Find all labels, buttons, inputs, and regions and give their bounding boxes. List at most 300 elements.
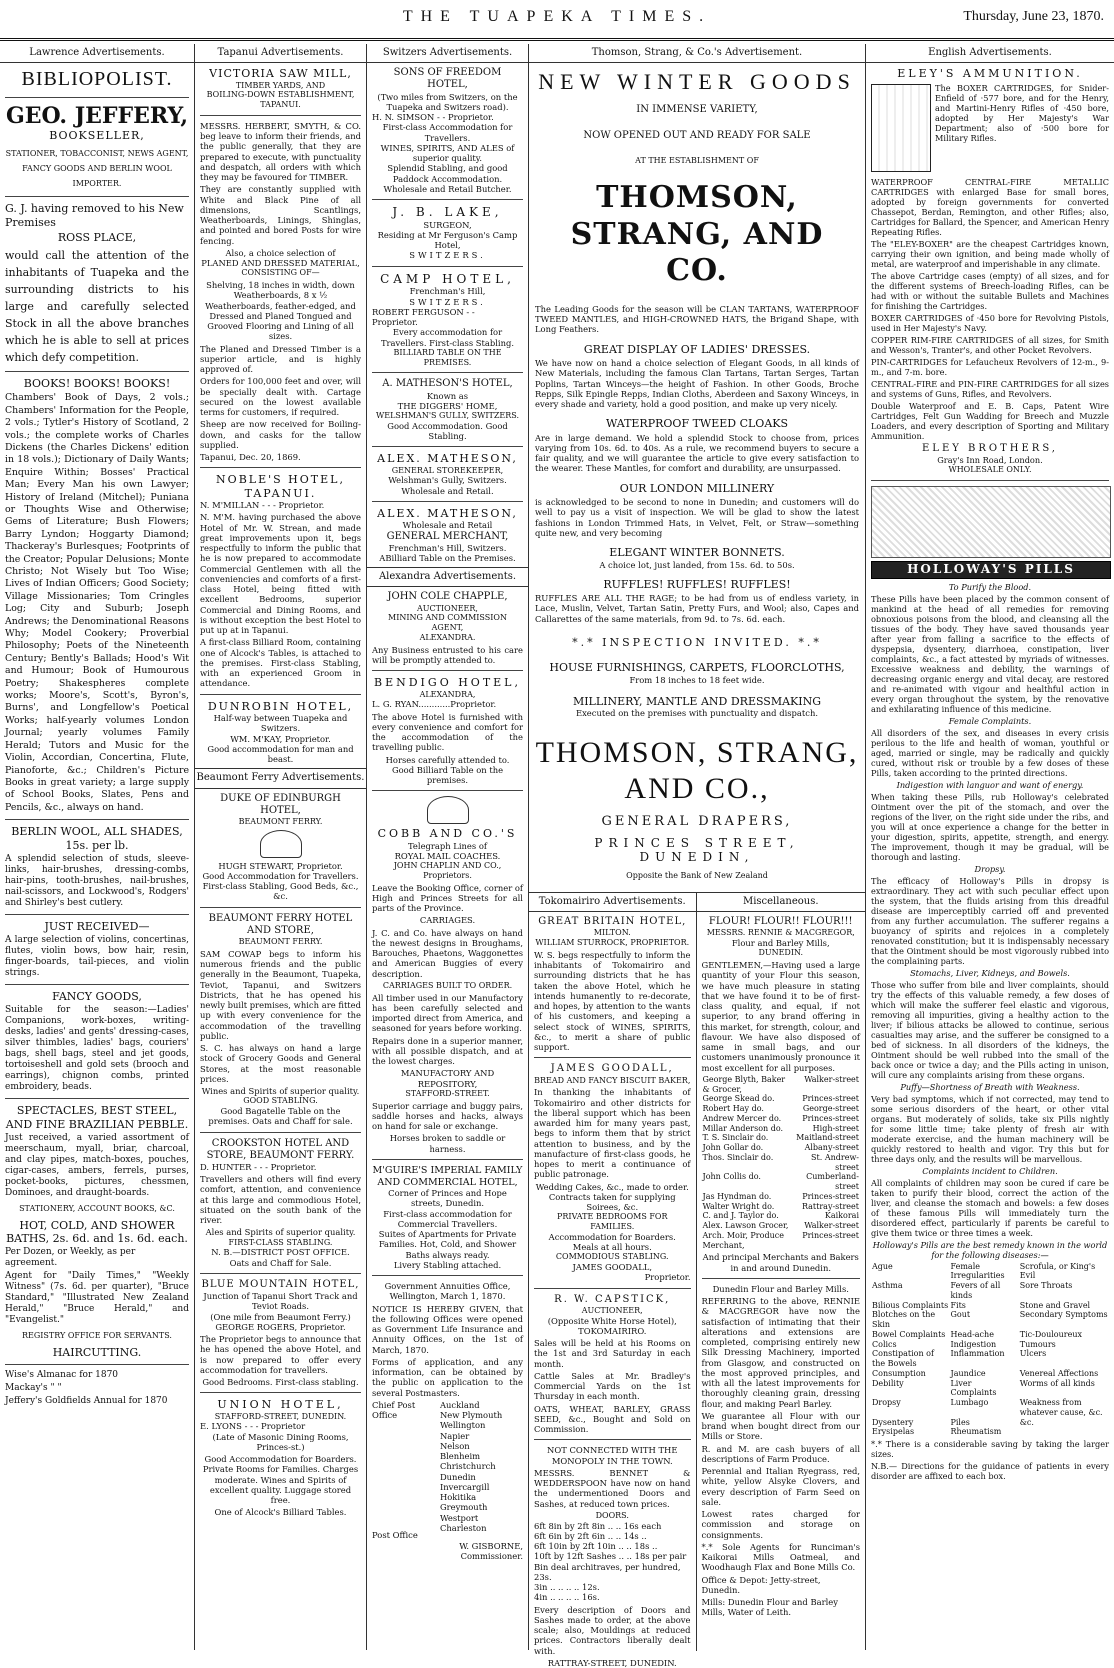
grocer-name: Millar Anderson do. xyxy=(702,1123,784,1133)
cole-title: JOHN COLE CHAPPLE, xyxy=(387,591,508,603)
ruffles-body: RUFFLES ARE ALL THE RAGE; to be had from us of endless variety, in Lace, Muslin, Velvet, Tartan Satin, Pretty Furs, and Wool; also, Capes and Callarettes of the same materials, from 9d. to 7s. 6d. each. xyxy=(535,593,859,624)
haircutting-line: HAIRCUTTING. xyxy=(52,1345,142,1359)
camp-sub: Frenchman's Hill, xyxy=(409,286,486,297)
goodall-wedding: Wedding Cakes, &c., made to order. xyxy=(535,1181,689,1192)
buyers-body: R. and M. are cash buyers of all descriptions of Farm Produce. xyxy=(701,1443,860,1464)
eley-pin: PIN-CARTRIDGES for Lefaucheux Revolvers of 12-m., 9-m., and 7-m. bore. xyxy=(871,356,1109,377)
disease-row xyxy=(871,1349,1109,1369)
disease: Erysipelas xyxy=(872,1427,915,1437)
bf-title: BEAUMONT FERRY HOTEL AND STORE, xyxy=(208,912,353,936)
indigestion-body: When taking these Pills, rub Holloway's celebrated Ointment over the pit of the stomach, and over the regions of the liver, on the right side under the ribs, and you will at once experience a change for the better in your digestion, spirits, appetite, strength, and energy. The improvement, though it may be gradual, will be thorough and lasting. xyxy=(871,791,1109,862)
diseases-table xyxy=(871,1262,1109,1438)
capstick-toko: TOKOMAIRIRO. xyxy=(578,1325,647,1336)
great-display-body: We have now on hand a choice selection of Elegant Goods, in all kinds of New Materials, including the famous Clan Tartans, Tartan Serges, Tartan Poplins, Tartan Winceys—the height of Fashion. In other Goods, Broche Repps, Silk Epingle Repps, Indian Cloths, Aberdeen and Saxony Winceys, in every shade and variety, hold a good position, and make up very nicely. xyxy=(535,358,859,410)
goodall-body: In thanking the inhabitants of Tokomairiro and other districts for the liberal support which has been awarded him for many years past, begs to inform them that by strict attention to business, and by the manufacture of first-class goods, he hopes to merit a continuance of public patronage. xyxy=(534,1087,691,1180)
office-town: Nelson xyxy=(439,1440,470,1451)
eley-empty: The above Cartridge cases (empty) of all sizes, and for the different systems of Breech-loading Rifles, can be had with or without the suitable Bullets and Machines for finishing the Cartridges. xyxy=(871,270,1109,311)
camp-title: CAMP HOTEL, xyxy=(380,271,515,286)
alex2-gm: GENERAL MERCHANT, xyxy=(386,530,509,542)
dateline: Tapanui, Dec. 20, 1869. xyxy=(200,452,301,463)
ad-title: BIBLIOPOLIST. xyxy=(21,68,173,91)
children-heading: Complaints incident to Children. xyxy=(922,1165,1058,1176)
boiling-line: BOILING-DOWN ESTABLISHMENT, TAPANUI. xyxy=(206,90,355,110)
princes-street: PRINCES STREET, DUNEDIN, xyxy=(594,835,800,865)
disease: Tumours xyxy=(1019,1339,1056,1349)
disease: Bowel Complaints xyxy=(872,1329,946,1339)
disease-row xyxy=(871,1398,1109,1418)
grocer-row xyxy=(702,1221,861,1231)
planed-heading: PLANED AND DRESSED MATERIAL, xyxy=(201,258,360,269)
union-sub: STAFFORD-STREET, DUNEDIN. xyxy=(214,1411,347,1421)
grocer-name: Robert Hay do. xyxy=(702,1104,764,1114)
goodall-meals: Meals at all hours. xyxy=(572,1242,652,1253)
puffy-heading: Puffy—Shortness of Breath with Weakness. xyxy=(900,1081,1080,1092)
sons-proprietor: H. N. SIMSON - - Proprietor. xyxy=(372,112,494,123)
cole-role: AUCTIONEER, xyxy=(417,603,478,613)
commissioner-title: Commissioner. xyxy=(460,1550,523,1561)
duke-stabling: First-class Stabling, Good Beds, &c., &c. xyxy=(202,881,359,902)
grocer-street: Walker-street xyxy=(804,1074,859,1084)
dunrobin-sub: Half-way between Tuapeka and Switzers. xyxy=(213,713,348,734)
grocer-street: Maitland-street xyxy=(796,1133,859,1143)
almanac-line-2: Mackay's " " xyxy=(5,1383,62,1394)
doors-row: 6ft 6in by 2ft 6in .. .. 14s .. xyxy=(534,1530,647,1541)
bendigo-horses: Horses carefully attended to. xyxy=(385,754,510,765)
blue-proprietor: GEORGE ROGERS, Proprietor. xyxy=(215,1321,346,1332)
mguire-title: M'GUIRE'S IMPERIAL FAMILY AND COMMERCIAL HOTEL, xyxy=(372,1164,523,1188)
just-body: A large selection of violins, concertinas, flutes, violin bows, bow hair, resin, finger-boards, tail-pieces, and violin strings. xyxy=(5,935,189,979)
dunrobin-body: Good accommodation for man and beast. xyxy=(207,743,354,765)
pills-body: These Pills have been placed by the common consent of mankind at the head of all remedies for removing obnoxious poisons from the blood, and cleansing all the tissues of the body. They have saved thousands year after year from falling a sacrifice to the effects of dyspepsia, dysentery, diarrhoea, constipation, liver complaints, &c., a fact attested by myriads of witnesses. Excessive weakness and debility, the warnings of decreasing organic energy and vital decay, are restored and re-animated with vigour and healthful action in every organ throughout the system, by the renovative and exhilarating influence of this medicine. xyxy=(871,593,1109,714)
disease: Blotches on the Skin xyxy=(872,1310,936,1330)
grocer-row xyxy=(702,1143,861,1153)
disease-row xyxy=(871,1281,1109,1301)
almanac-line-3: Jeffery's Goldfields Annual for 1870 xyxy=(5,1396,168,1407)
grocer-name: George Skead do. xyxy=(702,1094,775,1104)
doors-row: Bin deal architraves, per hundred, 23s. xyxy=(534,1561,681,1582)
crookston-oats: Oats and Chaff for Sale. xyxy=(229,1257,332,1268)
holloway-engraving-image xyxy=(871,486,1111,558)
lake-role: SURGEON, xyxy=(423,219,472,230)
disease: Liver Complaints xyxy=(950,1378,997,1398)
eley-address: Gray's Inn Road, London. xyxy=(937,454,1043,465)
carriages-body: J. C. and Co. have always on hand the newest designs in Broughams, Barouches, Phaetons, Waggonettes and American Buggies of every description. xyxy=(372,927,523,979)
crookston-proprietor: D. HUNTER - - - Proprietor. xyxy=(200,1161,317,1172)
cartridge-box-image xyxy=(871,81,931,175)
blue-sub-2: (One mile from Beaumont Ferry.) xyxy=(210,1311,351,1322)
lower-split xyxy=(529,892,865,1668)
house-furnishings: HOUSE FURNISHINGS, CARPETS, FLOORCLOTHS, xyxy=(549,661,845,675)
disease: Gout xyxy=(950,1310,971,1320)
tsc-title-2: THOMSON, STRANG, AND CO., xyxy=(535,735,859,806)
section-header: Tapanui Advertisements. xyxy=(195,44,366,63)
blue-title: BLUE MOUNTAIN HOTEL, xyxy=(201,1278,360,1290)
nb-note: N.B.— Directions for the guidance of patients in every disorder are affixed to each box. xyxy=(871,1461,1109,1482)
disease-row xyxy=(871,1379,1109,1399)
goodall-stabling: COMMODIOUS STABLING. xyxy=(555,1252,669,1262)
masthead-rule xyxy=(0,38,1114,41)
section-header: Lawrence Advertisements. xyxy=(0,44,194,63)
grocer-street: George-street xyxy=(802,1104,859,1114)
doors-row: 3in .. .. .. .. 12s. xyxy=(534,1582,600,1592)
materials-list: Shelving, 18 inches in width, down Weatherboards, 8 x ½ Weatherboards, feather-edged, and Dressed and Planed Tongued and Grooved Flooring and Lining of all sizes. xyxy=(205,280,356,342)
grocer-name: Arch. Moir, Produce Merchant, xyxy=(702,1230,784,1250)
disease: Ulcers xyxy=(1019,1349,1047,1359)
manufactory-body: Superior carriage and buggy pairs, saddle horses and hacks, always on hand for sale or exchange. xyxy=(372,1100,523,1132)
rattray-street: RATTRAY-STREET, DUNEDIN. xyxy=(547,1657,677,1668)
bf-stabling: GOOD STABLING. xyxy=(243,1096,318,1106)
camp-switzers: SWITZERS. xyxy=(409,296,486,307)
disease: Constipation of the Bowels xyxy=(872,1349,934,1369)
carriages-timber: All timber used in our Manufactory has been carefully selected and imported direct from America, and seasoned for years before working. xyxy=(372,992,523,1034)
fancy-body: Suitable for the season:—Ladies' Companions, work-boxes, writing-desks, ladies' and gents' dressing-cases, silver thimbles, ladies' bags, couriers' bags, shell bags, steel and jet goods, tortoiseshell and gold sets (brooch and earrings), chignon combs, printed embroidery, beads. xyxy=(5,1005,189,1093)
disease: Ague xyxy=(872,1261,893,1271)
office-town: Wellington xyxy=(439,1420,486,1431)
manufactory-title: MANUFACTORY AND REPOSITORY, xyxy=(400,1068,495,1089)
lowest-body: Lowest rates charged for commission and storage on consignments. xyxy=(701,1509,860,1540)
doors-row: 6ft 10in by 2ft 10in .. .. 18s .. xyxy=(534,1541,658,1551)
masthead xyxy=(0,0,1114,42)
column-english xyxy=(866,44,1114,1650)
alex2-sub: Wholesale and Retail xyxy=(402,520,493,531)
column-switzers xyxy=(367,44,529,1650)
rennie-sub: Flour and Barley Mills, xyxy=(731,938,830,949)
alex2-billiard: ABilliard Table on the Premises. xyxy=(379,553,516,563)
new-winter-goods: NEW WINTER GOODS xyxy=(538,69,856,95)
goodall-private: PRIVATE BEDROOMS FOR FAMILIES. xyxy=(557,1212,668,1232)
ad-name: GEO. JEFFERY, xyxy=(5,102,189,129)
mguire-suites: Suites of Apartments for Private Families. Hot, Cold, and Shower Baths always ready. xyxy=(378,1229,517,1260)
grocer-street: Cumberland-street xyxy=(806,1172,859,1192)
section-header: Switzers Advertisements. xyxy=(367,44,528,63)
bf-sub: BEAUMONT FERRY. xyxy=(238,937,323,946)
alexandra-header: Alexandra Advertisements. xyxy=(367,567,528,587)
bonnets-body: A choice lot, just landed, from 15s. 6d. to 50s. xyxy=(599,559,795,570)
grocer-name: T. S. Sinclair do. xyxy=(702,1133,769,1143)
mguire-body: First-class accommodation for Commercial Travellers. xyxy=(383,1208,512,1229)
agent-line: Agent for "Daily Times," "Weekly Witness" (7s. 6d. per quarter), "Bruce Standard," "Illustrated New Zealand Herald," "Bruce Herald," and "Evangelist." xyxy=(5,1271,189,1326)
alex1-sub: GENERAL STOREKEEPER, xyxy=(391,465,504,475)
office-town: Napier xyxy=(439,1430,470,1441)
noble-proprietor: N. M'MILLAN - - - Proprietor. xyxy=(200,500,325,511)
disease: Sore Throats xyxy=(1019,1281,1073,1291)
berlin-heading: BERLIN WOOL, ALL SHADES, 15s. per lb. xyxy=(11,825,183,852)
goodall-signature: JAMES GOODALL, xyxy=(572,1262,652,1273)
duke-title: DUKE OF EDINBURGH HOTEL, xyxy=(220,792,341,816)
doors-heading: DOORS. xyxy=(595,1510,629,1520)
disease: Debility xyxy=(872,1378,904,1388)
disease: Consumption xyxy=(872,1368,926,1378)
grocer-street: Rattray-street xyxy=(801,1201,859,1211)
grocer-name: John Collis do. xyxy=(702,1172,761,1182)
office-town: Blenheim xyxy=(439,1451,481,1462)
millinery-heading: OUR LONDON MILLINERY xyxy=(619,481,775,495)
union-billiard: One of Alcock's Billiard Tables. xyxy=(214,1507,347,1518)
inspection-invited: *.* INSPECTION INVITED. *.* xyxy=(572,635,822,649)
disease: Bilious Complaints xyxy=(872,1300,949,1310)
grocer-row xyxy=(702,1172,861,1192)
newspaper-title: THE TUAPEKA TIMES. xyxy=(402,8,712,25)
stomach-body: Those who suffer from bile and liver complaints, should try the effects of this valuable remedy, a few doses of which will make the sufferer feel elastic and vigorous, removing all impurities, giving a healthy action to the liver; if bilious attacks be allowed to continue, serious casualties may arise, and the sufferer be consigned to a bed of sickness. In all disorders of the kidneys, the Ointment should be well rubbed into the small of the back once or twice a day; and the Pills acting in unison, will cure any complaints arising from these organs. xyxy=(871,979,1109,1080)
eley-copper: COPPER RIM-FIRE CARTRIDGES of all sizes, for Smith and Wesson's, Tranter's, and other Pocket Revolvers. xyxy=(871,334,1109,355)
disease-row xyxy=(871,1427,1109,1437)
gentlemen-body: GENTLEMEN,—Having used a large quantity of your Flour this season, we have much pleasure in stating that we have found it to be of first-class quality, and equal, if not superior, to any brand offering in this market, for strength, colour, and flavour. We have also disposed of same in small bags, and our customers unanimously pronounce it most excellent for all purposes. xyxy=(701,960,860,1073)
bennet-body: MESSRS. BENNET & WEDDERSPOON have now on hand the undermentioned Doors and Sashes, at reduced town prices. xyxy=(534,1467,691,1509)
grocer-name: John Gollar do. xyxy=(702,1143,764,1153)
eley-brothers: ELEY BROTHERS, xyxy=(922,442,1058,454)
grocer-row xyxy=(702,1094,861,1104)
gb-sub: MILTON. xyxy=(593,928,631,938)
eley-ready: The "ELEY-BOXER" are the cheapest Cartridges known, carrying their own ignition, and being made wholly of metal, are waterproof and imperishable in any climate. xyxy=(871,238,1109,269)
doors-row: 6ft 8in by 2ft 8in .. .. 16s each xyxy=(534,1520,662,1531)
female-body: All disorders of the sex, and diseases in every crisis perilous to the life and health of woman, youthful or aged, married or single, may be radically and quickly cured, without risk or trouble by a few doses of these Pills, taken according to the printed directions. xyxy=(871,727,1109,778)
camp-billiard: BILLIARD TABLE ON THE PREMISES. xyxy=(393,347,502,367)
grocer-row xyxy=(702,1192,861,1202)
grocer-name: Thos. Sinclair do. xyxy=(702,1152,774,1162)
ad-role: BOOKSELLER, xyxy=(49,129,145,143)
almanac-line-1: Wise's Almanac for 1870 xyxy=(5,1370,119,1381)
disease: Secondary Symptoms xyxy=(1019,1310,1108,1320)
cobb-title: COBB AND CO.'S xyxy=(377,827,518,841)
grocers-table xyxy=(702,1075,861,1251)
disease: Stone and Gravel xyxy=(1019,1300,1091,1310)
notice-body: NOTICE IS HEREBY GIVEN, that the following Offices were opened as Government Life Insurance and Annuity Offices, on the 1st of March, 1870. xyxy=(372,1303,523,1355)
cobb-sub: Telegraph Lines of xyxy=(408,840,487,851)
carriages-heading: CARRIAGES. xyxy=(419,915,476,926)
chief-post-office: Chief Post Office xyxy=(372,1399,416,1421)
alex2-title: ALEX. MATHESON, xyxy=(377,506,518,520)
sons-wines: WINES, SPIRITS, AND ALES of superior quality. xyxy=(380,142,515,164)
capstick-oats: OATS, WHEAT, BARLEY, GRASS SEED, &c., Bought and Sold on Commission. xyxy=(534,1403,691,1434)
millinery-mantle: MILLINERY, MANTLE AND DRESSMAKING xyxy=(572,695,822,709)
ad-place: ROSS PLACE, xyxy=(57,231,137,245)
disease xyxy=(1019,1427,1109,1437)
disease: Jaundice xyxy=(950,1368,986,1378)
sons-stabling: Splendid Stabling, and good Paddock Accommodation. xyxy=(387,163,508,184)
grocer-name: George Blyth, Baker & Grocer, xyxy=(702,1074,786,1094)
grocer-row xyxy=(702,1114,861,1124)
alex1-title: ALEX. MATHESON, xyxy=(377,452,518,466)
puffy-body: Very bad symptoms, which if not corrected, may tend to some serious disorders of the heart, or other vital organs. But moderately of solids, take six Pills nightly for some little time; take plenty of fresh air with moderate exercise, and the human machinery will be quickly restored to health and vigor. Try this but for three days only, and the results will be marvellous. xyxy=(871,1093,1109,1164)
grocer-row xyxy=(702,1202,861,1212)
blue-beds: Good Bedrooms. First-class stabling. xyxy=(202,1377,359,1388)
mills-heading: Dunedin Flour and Barley Mills. xyxy=(712,1283,849,1294)
union-body: Good Accommodation for Boarders. Private Rooms for Families. Charges moderate. Wines and Spirits of excellent quality. Luggage stored free. xyxy=(202,1454,359,1506)
ruffles-heading: RUFFLES! RUFFLES! RUFFLES! xyxy=(603,577,791,591)
baths-heading: HOT, COLD, AND SHOWER BATHS, 2s. 6d. and 1s. 6d. each. xyxy=(6,1218,188,1246)
lake-residence: Residing at Mr Ferguson's Camp Hotel, xyxy=(377,229,518,251)
bf-body-2: S. C. has always on hand a large stock of Grocery Goods and General Stores, at the most reasonable prices. xyxy=(200,1043,361,1084)
grocer-row xyxy=(702,1075,861,1095)
cobb-proprietors: JOHN CHAPLIN AND CO., Proprietors. xyxy=(393,861,502,880)
cole-body: Any Business entrusted to his care will be promptly attended to. xyxy=(372,644,523,665)
grocer-row xyxy=(702,1231,861,1251)
grocer-name: Andrew Mercer do. xyxy=(702,1113,782,1123)
office-town: Dunedin xyxy=(439,1471,476,1482)
fancy-heading: FANCY GOODS, xyxy=(52,990,142,1004)
gov-office: Government Annuities Office, Wellington, March 1, 1870. xyxy=(384,1281,511,1302)
crest-image xyxy=(260,830,302,858)
disease: Venereal Affections xyxy=(1019,1368,1099,1378)
berlin-body: A splendid selection of studs, sleeve-links, hair-brushes, dressing-combs, hair-pins, tooth-brushes, nail-brushes, nail-scissors, and Lockwood's, Rodgers' and Shirley's best cutlery. xyxy=(5,853,189,908)
rennie-title: MESSRS. RENNIE & MACGREGOR, xyxy=(706,928,855,938)
office-town: Auckland xyxy=(439,1399,480,1410)
manufactory-street: STAFFORD-STREET. xyxy=(405,1088,490,1098)
section-header: Tokomairiro Advertisements. xyxy=(529,893,696,912)
post-office: Post Office xyxy=(372,1530,418,1541)
eley-title: ELEY'S AMMUNITION. xyxy=(897,67,1083,81)
goodall-title: JAMES GOODALL, xyxy=(550,1063,674,1075)
cole-mining: MINING AND COMMISSION AGENT, xyxy=(388,613,507,633)
alex1-location: Welshman's Gully, Switzers. xyxy=(388,475,507,486)
carriages-built: CARRIAGES BUILT TO ORDER. xyxy=(382,980,513,990)
grocer-street: St. Andrew-street xyxy=(811,1152,859,1172)
section-header: Miscellaneous. xyxy=(697,893,866,912)
eley-wholesale: WHOLESALE ONLY. xyxy=(948,464,1032,474)
perennial-body: Perennial and Italian Ryegrass, red, white, yellow Alsyke Clovers, and every description of Farm Seed on sale. xyxy=(701,1466,860,1507)
capstick-body: Sales will be held at his Rooms on the 1st and 3rd Saturday in each month. xyxy=(534,1338,691,1369)
beaumont-header: Beaumont Ferry Advertisements. xyxy=(195,768,366,788)
disease-row xyxy=(871,1418,1109,1428)
millinery-mantle-sub: Executed on the premises with punctuality and dispatch. xyxy=(575,708,819,719)
pills-banner: HOLLOWAY'S PILLS xyxy=(871,561,1111,579)
referring-body: REFERRING to the above, RENNIE & MACGREGOR have now the satisfaction of intimating that their alterations and extensions are completed, comprising entirely new Silk Dressing Machinery, imported from Glasgow, and constructed on the most approved principles, and with all the latest improvements for thoroughly cleaning grain, dressing flour, and making Pearl Barley. xyxy=(701,1296,860,1409)
blue-sub: Junction of Tapanui Short Track and Teviot Roads. xyxy=(203,1291,358,1312)
eley-block xyxy=(871,81,1109,175)
stock-body: They are constantly supplied with White and Black Pine of all dimensions, Scantlings, Weatherboards, Linings, Shinglas, and pointed and bored Posts for wire fencing. xyxy=(200,184,361,246)
stationery-line: STATIONERY, ACCOUNT BOOKS, &C. xyxy=(19,1203,175,1213)
goodall-contracts: Contracts taken for supplying Soirees, &c. xyxy=(548,1191,676,1213)
baths-body: Per Dozen, or Weekly, as per agreement. xyxy=(5,1247,136,1269)
eley-body: The BOXER CARTRIDGES, for Snider-Enfield of ·577 bore, and for the Henry, and Martini-Henry Rifles of ·450 bore, adopted by Her Majesty's War Department; also of ·500 bore for Military Rifles. xyxy=(935,82,1109,143)
sons-body: First-class Accommodation for Travellers. xyxy=(382,122,513,143)
crookston-title: CROOKSTON HOTEL AND STORE, BEAUMONT FERRY. xyxy=(206,1137,355,1161)
dunrobin-title: DUNROBIN HOTEL, xyxy=(207,699,354,713)
immense-variety: IN IMMENSE VARIETY, xyxy=(636,104,758,116)
gb-title: GREAT BRITAIN HOTEL, xyxy=(538,916,687,928)
bendigo-sub: ALEXANDRA, xyxy=(419,689,476,699)
doors-row: 4in .. .. .. .. 16s. xyxy=(534,1592,600,1603)
gb-proprietor: WILLIAM STURROCK, PROPRIETOR. xyxy=(535,938,690,948)
leading-goods: The Leading Goods for the season will be CLAN TARTANS, WATERPROOF TWEED MANTLES, and HIGH-CROWNED HATS, the Brigand Shape, with Long Feathers. xyxy=(535,303,859,335)
disease-row xyxy=(871,1340,1109,1350)
mills-address: Mills: Dunedin Flour and Barley Mills, Water of Leith. xyxy=(701,1597,838,1618)
union-title: UNION HOTEL, xyxy=(217,1398,344,1412)
office-town: Hokitika xyxy=(439,1492,477,1503)
bendigo-body: The above Hotel is furnished with every convenience and comfort for the accommodation of the travelling public. xyxy=(372,711,523,753)
bf-bagatelle: Good Bagatelle Table on the premises. Oats and Chaff for sale. xyxy=(208,1106,353,1127)
saving-note: *.* There is a considerable saving by taking the larger sizes. xyxy=(871,1439,1109,1460)
column-miscellaneous xyxy=(697,893,866,1651)
ad-intro: G. J. having removed to his New Premises xyxy=(5,202,184,229)
bendigo-billiard: Good Billiard Table on the premises. xyxy=(391,764,504,786)
not-connected: NOT CONNECTED WITH THE MONOPOLY IN THE TOWN. xyxy=(547,1445,678,1466)
disease: Weakness from whatever cause, &c. xyxy=(1019,1398,1103,1417)
messrs-body: MESSRS. HERBERT, SMYTH, & CO. beg leave to inform their friends, and the public generally, that they are prepared to execute, with punctuality and despatch, all orders with which they may be favoured for TIMBER. xyxy=(200,120,361,183)
disease-row xyxy=(871,1301,1109,1311)
eley-waterproof: WATERPROOF CENTRAL-FIRE METALLIC CARTRIDGES with enlarged Base for small bores, adopted by foreign governments for converted Chassepot, Berdan, Remington, and other Rifles; also, Cartridges for Ballard, the Spencer, and American Henry Repeating Rifles. xyxy=(871,176,1109,237)
eley-boxer: BOXER CARTRIDGES of ·450 bore for Revolving Pistols, used in Her Majesty's Navy. xyxy=(871,312,1109,333)
disease: Female Irregularities xyxy=(950,1261,1005,1281)
matheson-diggers: THE DIGGERS' HOME, xyxy=(397,400,498,411)
column-tapanui xyxy=(195,44,367,1650)
crookston-body: Travellers and others will find every comfort, attention, and convenience at this large and commodious Hotel, situated on the south bank of the river. xyxy=(200,1174,361,1226)
office-town: New Plymouth xyxy=(439,1410,503,1421)
duke-proprietor: HUGH STEWART, Proprietor. xyxy=(218,860,343,871)
cole-alexandra: ALEXANDRA. xyxy=(419,632,476,642)
dunrobin-proprietor: WM. M'KAY, Proprietor. xyxy=(230,733,331,744)
eley-double: Double Waterproof and E. B. Caps, Patent Wire Cartridges, Felt Gun Wadding for Breech and Muzzle Loaders, and every description of Sporting and Military Ammunition. xyxy=(871,400,1109,441)
noble-body-2: A first-class Billiard Room, containing one of Alcock's Tables, is attached to the premises. First-class Stabling, with an experienced Groom in attendance. xyxy=(200,637,361,689)
planed-note: The Planed and Dressed Timber is a superior article, and is highly approved of. xyxy=(200,343,361,375)
grocer-name: C. and J. Taylor do. xyxy=(702,1211,779,1221)
cloaks-heading: WATERPROOF TWEED CLOAKS xyxy=(605,417,789,431)
alex1-wholesale: Wholesale and Retail. xyxy=(401,485,494,496)
grocer-row xyxy=(702,1133,861,1143)
disease: Dropsy xyxy=(872,1398,901,1408)
disease: Asthma xyxy=(872,1281,903,1291)
disease: &c. xyxy=(1019,1417,1034,1427)
at-establishment: AT THE ESTABLISHMENT OF xyxy=(635,156,759,166)
agents-body: *.* Sole Agents for Runciman's Kaikorai Mills Oatmeal, and Woodhaugh Flax and Bone Mills Co. xyxy=(701,1541,860,1573)
goodall-sub: BREAD AND FANCY BISCUIT BAKER, xyxy=(534,1075,691,1085)
cloaks-body: Are in large demand. We hold a splendid Stock to choose from, prices varying from 10s. 6d. to 40s. As a rule, we recommend buyers to secure a fair quality, and we will guarantee the article to give every satisfaction to the wearer. These Mantles, for comfort and durability, are unsurpassed. xyxy=(535,432,859,474)
purify-heading: To Purify the Blood. xyxy=(948,581,1032,592)
column-lawrence xyxy=(0,44,195,1650)
union-late: (Late of Masonic Dining Rooms, Princes-st.) xyxy=(212,1431,349,1452)
grocer-street: Princes-street xyxy=(802,1230,859,1240)
stomach-heading: Stomachs, Liver, Kidneys, and Bowels. xyxy=(910,967,1070,978)
duke-body: Good Accommodation for Travellers. xyxy=(202,870,359,881)
gisborne-signature: W. GISBORNE, xyxy=(459,1540,523,1551)
union-proprietor: E. LYONS - - - Proprietor xyxy=(200,1421,306,1432)
disease: Inflammation xyxy=(950,1349,1005,1359)
goodall-accom: Accommodation for Boarders. xyxy=(548,1231,676,1242)
disease-row xyxy=(871,1262,1109,1282)
grocer-row xyxy=(702,1211,861,1221)
disease-row xyxy=(871,1330,1109,1340)
disease: Dysentery xyxy=(872,1417,914,1427)
grocer-name: Alex. Lawson Grocer, xyxy=(702,1221,789,1231)
flour-title: FLOUR! FLOUR!! FLOUR!!! xyxy=(708,916,853,928)
registry-line: REGISTRY OFFICE FOR SERVANTS. xyxy=(22,1331,172,1341)
grocer-street: Kaikorai xyxy=(824,1211,859,1221)
guarantee-body: We guarantee all Flour with our brand when bought direct from our Mills or Store. xyxy=(701,1410,860,1442)
bonnets-heading: ELEGANT WINTER BONNETS. xyxy=(609,546,785,560)
matheson-known: Known as xyxy=(426,390,469,401)
dropsy-heading: Dropsy. xyxy=(974,863,1006,874)
alex2-location: Frenchman's Hill, Switzers. xyxy=(388,542,507,553)
sons-title: SONS OF FREEDOM HOTEL, xyxy=(393,67,502,91)
sons-wholesale: Wholesale and Retail Butcher. xyxy=(383,183,512,194)
disease: Fevers of all kinds xyxy=(950,1281,1001,1300)
grocer-street: Albany-street xyxy=(804,1143,859,1153)
spectacles-heading: SPECTACLES, BEST STEEL, AND FINE BRAZILIAN PEBBLE. xyxy=(5,1104,189,1131)
ad-trade: STATIONER, TOBACCONIST, NEWS AGENT, FANCY GOODS AND BERLIN WOOL IMPORTER. xyxy=(5,148,189,189)
best-remedy: Holloway's Pills are the best remedy known in the world for the following diseases:— xyxy=(872,1239,1108,1260)
consisting-line: CONSISTING OF— xyxy=(241,268,320,278)
opposite-bank: Opposite the Bank of New Zealand xyxy=(626,870,768,880)
office-town: Invercargill xyxy=(439,1481,490,1492)
principal-merchants: And principal Merchants and Bakers in and around Dunedin. xyxy=(702,1252,859,1273)
cobb-body: Leave the Booking Office, corner of High and Princes Streets for all parts of the Province. xyxy=(372,882,524,914)
indigestion-heading: Indigestion with languor and want of energy. xyxy=(896,779,1084,790)
crookston-stabling: FIRST-CLASS STABLING. xyxy=(228,1237,333,1247)
duke-sub: BEAUMONT FERRY. xyxy=(238,816,323,826)
noble-title: NOBLE'S HOTEL, TAPANUI. xyxy=(216,473,345,500)
spectacles-body: Just received, a varied assortment of meerschaum, myall, briar, charcoal, and clay pipes, match-boxes, pouches, cigar-cases, ambers, ferrels, purses, pocket-books, pictures, chessmen, Dominoes, and draught-boards. xyxy=(5,1133,189,1198)
disease: Worms of all kinds xyxy=(1019,1378,1095,1388)
